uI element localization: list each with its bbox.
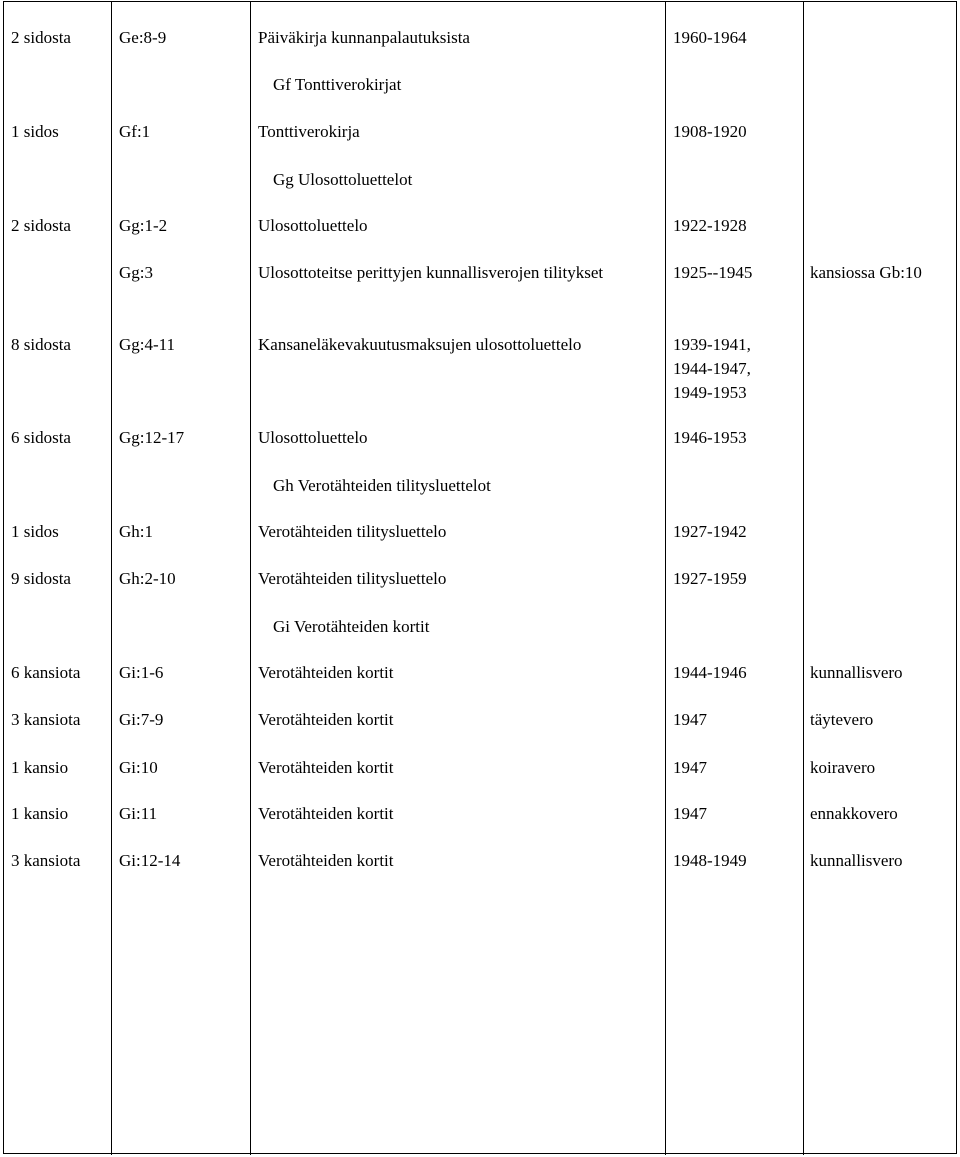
years-line: 1939-1941, — [673, 335, 751, 354]
title-cell: Verotähteiden kortit — [258, 804, 394, 823]
series-heading: Gg Ulosottoluettelot — [273, 170, 413, 189]
quantity-cell: 2 sidosta — [11, 216, 71, 235]
code-cell: Gi:11 — [119, 804, 158, 823]
years-cell: 1927-1942 — [673, 522, 747, 541]
title-cell: Ulosottoluettelo — [258, 428, 368, 447]
note-cell: koiravero — [810, 758, 876, 777]
series-heading: Gf Tonttiverokirjat — [273, 75, 402, 94]
column-divider — [665, 1, 666, 1155]
quantity-cell: 3 kansiota — [11, 710, 81, 729]
code-cell: Gi:12-14 — [119, 851, 181, 870]
years-cell: 1925--1945 — [673, 263, 753, 282]
quantity-cell: 1 sidos — [11, 522, 59, 541]
title-cell: Verotähteiden tilitysluettelo — [258, 522, 447, 541]
note-cell: kansiossa Gb:10 — [810, 263, 922, 282]
series-heading: Gi Verotähteiden kortit — [273, 617, 430, 636]
years-line: 1944-1947, — [673, 359, 751, 378]
column-divider — [111, 1, 112, 1155]
years-cell: 1947 — [673, 758, 707, 777]
years-cell: 1960-1964 — [673, 28, 747, 47]
years-cell: 1927-1959 — [673, 569, 747, 588]
years-line: 1949-1953 — [673, 383, 747, 402]
years-cell: 1944-1946 — [673, 663, 747, 682]
note-cell: ennakkovero — [810, 804, 898, 823]
title-cell: Päiväkirja kunnanpalautuksista — [258, 28, 470, 47]
title-cell: Verotähteiden kortit — [258, 758, 394, 777]
years-cell: 1947 — [673, 710, 707, 729]
code-cell: Gg:4-11 — [119, 335, 176, 354]
note-cell: täytevero — [810, 710, 874, 729]
title-cell: Verotähteiden kortit — [258, 663, 394, 682]
years-cell: 1947 — [673, 804, 707, 823]
code-cell: Gh:1 — [119, 522, 153, 541]
years-cell: 1922-1928 — [673, 216, 747, 235]
years-cell: 1948-1949 — [673, 851, 747, 870]
code-cell: Gi:10 — [119, 758, 158, 777]
title-cell: Verotähteiden kortit — [258, 851, 394, 870]
quantity-cell: 6 kansiota — [11, 663, 81, 682]
quantity-cell: 2 sidosta — [11, 28, 71, 47]
code-cell: Gi:1-6 — [119, 663, 164, 682]
quantity-cell: 9 sidosta — [11, 569, 71, 588]
note-cell: kunnallisvero — [810, 851, 903, 870]
column-divider — [803, 1, 804, 1155]
title-cell: Ulosottoluettelo — [258, 216, 368, 235]
code-cell: Gh:2-10 — [119, 569, 176, 588]
title-cell: Kansaneläkevakuutusmaksujen ulosottoluettelo — [258, 335, 582, 354]
code-cell: Gi:7-9 — [119, 710, 164, 729]
title-cell: Ulosottoteitse perittyjen kunnallisverojen tilitykset — [258, 263, 604, 282]
years-cell: 1908-1920 — [673, 122, 747, 141]
quantity-cell: 1 sidos — [11, 122, 59, 141]
quantity-cell: 3 kansiota — [11, 851, 81, 870]
years-cell — [673, 333, 751, 405]
note-cell: kunnallisvero — [810, 663, 903, 682]
code-cell: Gg:1-2 — [119, 216, 168, 235]
quantity-cell: 6 sidosta — [11, 428, 71, 447]
code-cell: Ge:8-9 — [119, 28, 167, 47]
title-cell: Verotähteiden kortit — [258, 710, 394, 729]
quantity-cell: 8 sidosta — [11, 335, 71, 354]
code-cell: Gg:3 — [119, 263, 153, 282]
title-cell: Tonttiverokirja — [258, 122, 360, 141]
quantity-cell: 1 kansio — [11, 758, 69, 777]
series-heading: Gh Verotähteiden tilitysluettelot — [273, 476, 491, 495]
title-cell: Verotähteiden tilitysluettelo — [258, 569, 447, 588]
code-cell: Gf:1 — [119, 122, 151, 141]
code-cell: Gg:12-17 — [119, 428, 185, 447]
years-cell: 1946-1953 — [673, 428, 747, 447]
column-divider — [250, 1, 251, 1155]
quantity-cell: 1 kansio — [11, 804, 69, 823]
